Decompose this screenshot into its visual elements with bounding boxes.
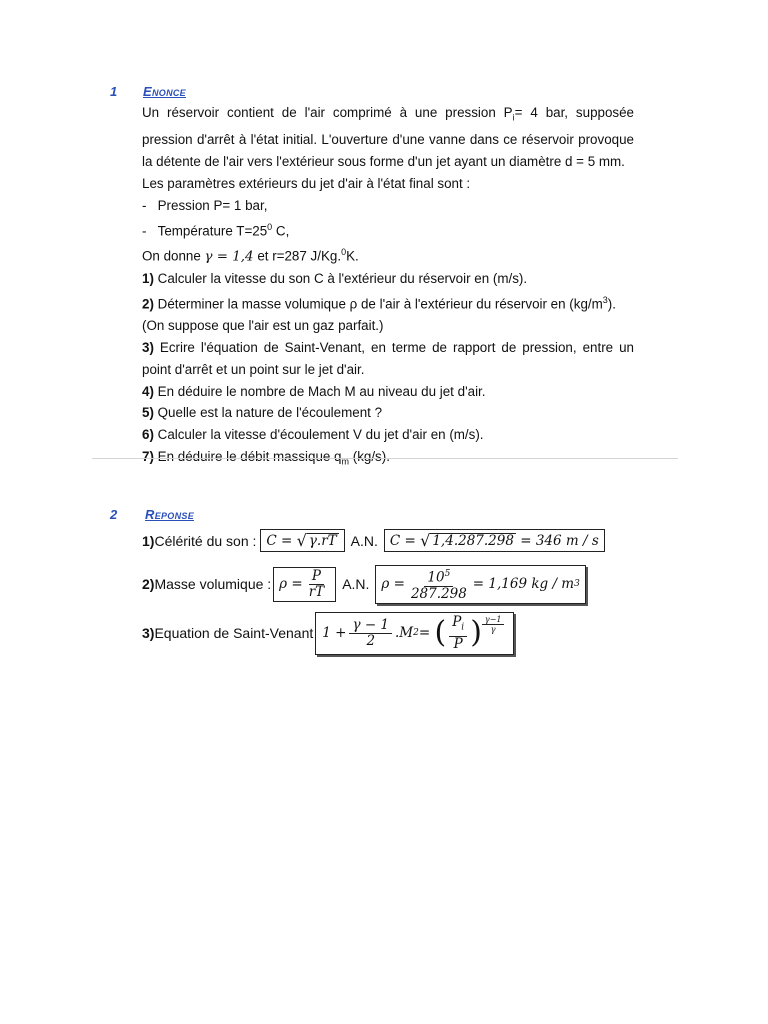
intro-line-1: Un réservoir contient de l'air comprimé à une pression $P_i= 4$ bar, supposée (142, 105, 634, 123)
question-3-cont: point d'arrêt et un point sur le jet d'air. (142, 361, 365, 377)
given-data-line: On donne γ = 1,4 et r=287 J/Kg.$^0$K. (142, 246, 359, 265)
question-3: 3) Ecrire l'équation de Saint-Venant, en terme de rapport de pression, entre un (142, 340, 634, 356)
answer-2-label: Masse volumique : (154, 576, 272, 593)
question-2: 2) Déterminer la masse volumique ρ de l'air à l'extérieur du réservoir en $(kg/m^3)$. (142, 294, 616, 312)
answer-3-number: 3) (142, 625, 155, 642)
question-7: 7) En déduire le débit massique $q_m$ (kg/s). (142, 449, 390, 467)
intro-line-2: pression d'arrêt à l'état initial. L'ouverture d'une vanne dans ce réservoir provoque (142, 132, 634, 148)
answer-3-label: Equation de Saint-Venant (154, 625, 314, 642)
density-formula: ρ = $\frac{P}{rT}$ (273, 567, 336, 602)
question-5: 5) Quelle est la nature de l'écoulement ? (142, 405, 383, 421)
answer-3 (142, 612, 514, 655)
answer-1-label: Célérité du son : (154, 532, 257, 549)
intro-line-3: la détente de l'air vers l'extérieur sous forme d'un jet ayant un diamètre d = 5 mm. (142, 154, 625, 170)
intro-line-4: Les paramètres extérieurs du jet d'air à l'état final sont : (142, 176, 471, 192)
problem-statement (142, 102, 634, 474)
section-1-number: 1 (110, 84, 118, 99)
section-2-number: 2 (110, 507, 118, 522)
answer-2-number: 2) (142, 576, 155, 593)
bullet-temperature: - Température $T=25^0$ C, (142, 221, 290, 239)
section-1-title: Enonce (143, 84, 186, 99)
sound-speed-formula: C = √ γ.rT (260, 529, 344, 552)
question-6: 6) Calculer la vitesse d'écoulement V du jet d'air en (m/s). (142, 427, 484, 443)
sound-speed-numeric: C = √ 1,4.287.298 = 346 m / s (384, 529, 605, 552)
density-numeric: ρ = $\frac{10^5}{287.298}$ = 1,169 kg / m 3 (375, 565, 585, 604)
question-4: 4) En déduire le nombre de Mach M au niveau du jet d'air. (142, 383, 486, 399)
question-2-note: (On suppose que l'air est un gaz parfait.) (142, 318, 384, 334)
answer-1-an-label: A.N. (350, 532, 378, 549)
answer-1-number: 1) (142, 532, 155, 549)
answer-2-an-label: A.N. (342, 576, 370, 593)
saint-venant-equation: 1 + $\frac{\gamma - 1}{2}$ .M 2 = ( $\frac{P_i}{P}$ ) $\frac{\gamma-1}{\gamma}$ (315, 612, 514, 655)
bullet-pressure: - Pression P= 1 bar, (142, 197, 268, 213)
question-1: 1) Calculer la vitesse du son C à l'extérieur du réservoir en (m/s). (142, 271, 528, 287)
answer-2 (142, 565, 586, 604)
answer-1 (142, 529, 605, 552)
section-divider (92, 458, 678, 459)
section-2-title: Reponse (145, 507, 194, 522)
